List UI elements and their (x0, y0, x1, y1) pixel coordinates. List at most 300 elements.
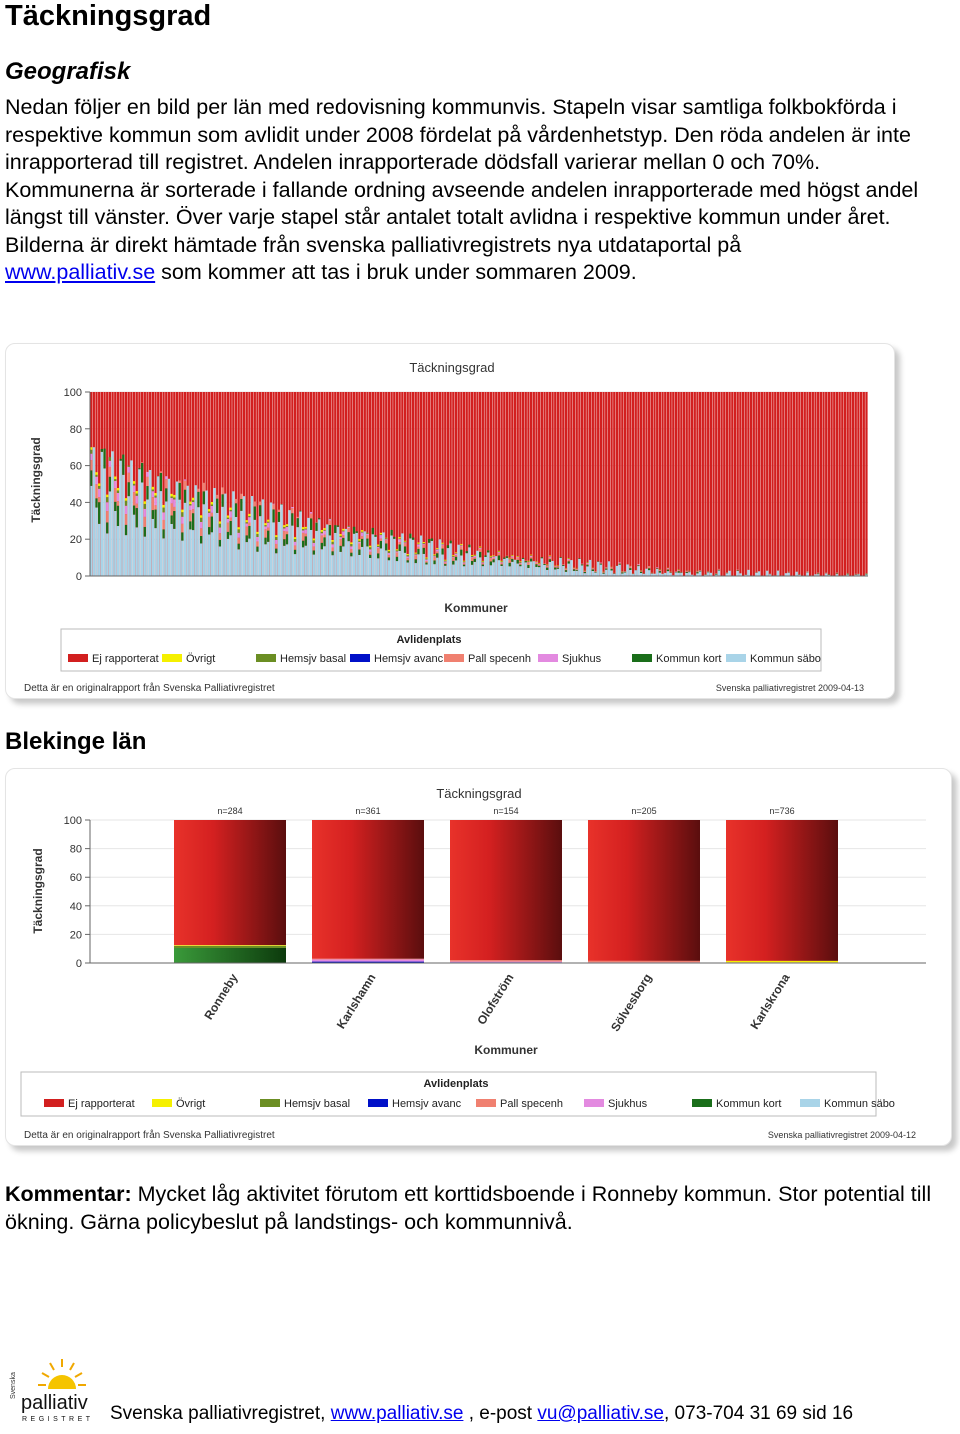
legend-label: Ej rapporterat (92, 653, 159, 665)
palliativ-link[interactable]: www.palliativ.se (5, 260, 156, 284)
bar-segment (184, 503, 186, 576)
y-tick-label: 60 (69, 460, 82, 473)
bar-segment (141, 482, 143, 576)
bar-segment (219, 546, 221, 576)
bar-segment (321, 549, 323, 576)
bar-count-label: n=154 (493, 806, 519, 816)
bar-segment (460, 545, 462, 546)
bar-segment (385, 540, 387, 543)
bar-ej-rapporterat (517, 392, 519, 576)
bar-segment (522, 559, 524, 576)
bar-segment (447, 545, 449, 548)
bar-ej-rapporterat (444, 392, 446, 576)
bar-segment (230, 518, 232, 521)
bar-segment (726, 820, 838, 961)
bar-segment (415, 559, 417, 563)
bar-segment (154, 510, 156, 529)
bar-ej-rapporterat (758, 392, 760, 576)
bar-segment (519, 566, 521, 576)
chart2-ylabel: Täckningsgrad (31, 848, 45, 934)
bar-ej-rapporterat (551, 392, 553, 576)
bar-segment (452, 556, 454, 557)
bar-ej-rapporterat (433, 392, 435, 576)
bar-segment (211, 502, 213, 504)
bar-segment (423, 548, 425, 554)
bar-segment (543, 565, 545, 576)
bar-segment (380, 538, 382, 541)
bar-segment (519, 564, 521, 565)
bar-segment (455, 552, 457, 553)
legend-label: Hemsjv avanc (374, 653, 444, 665)
bar-segment (637, 565, 639, 566)
legend-swatch (44, 1099, 64, 1107)
bar-segment (133, 506, 135, 515)
bar-segment (527, 561, 529, 562)
bar-segment (492, 559, 494, 562)
bar-segment (109, 467, 111, 477)
bar-segment (98, 489, 100, 498)
bar-segment (205, 491, 207, 576)
bar-segment (565, 572, 567, 576)
bar-segment (235, 503, 237, 517)
bar-segment (388, 557, 390, 560)
bar-segment (329, 521, 331, 525)
bar-segment (299, 511, 301, 512)
bar-segment (484, 555, 486, 556)
bar-segment (267, 520, 269, 522)
bar-segment (573, 571, 575, 576)
bar-segment (278, 510, 280, 512)
bar-segment (350, 544, 352, 546)
bar-segment (551, 561, 553, 576)
bar-segment (777, 571, 779, 576)
bar-segment (114, 479, 116, 481)
bar-segment (417, 549, 419, 554)
bar-segment (460, 544, 462, 545)
bar-segment (766, 571, 768, 576)
bar-segment (358, 541, 360, 542)
bar-segment (423, 554, 425, 576)
bar-segment (165, 479, 167, 488)
bar-segment (192, 509, 194, 513)
bar-segment (248, 523, 250, 526)
bar-segment (471, 561, 473, 565)
bar-segment (216, 513, 218, 576)
bar-segment (141, 463, 143, 483)
bar-ej-rapporterat (653, 392, 655, 576)
bar-segment (455, 553, 457, 554)
bar-segment (538, 563, 540, 564)
bar-segment (460, 546, 462, 549)
bar-ej-rapporterat (737, 392, 739, 576)
bar-segment (624, 572, 626, 573)
bar-segment (482, 563, 484, 564)
bar-segment (264, 525, 266, 526)
bar-segment (117, 490, 119, 492)
bar-segment (554, 569, 556, 576)
bar-segment (299, 511, 301, 576)
page-title: Täckningsgrad (5, 0, 212, 32)
bar-segment (417, 554, 419, 576)
bar-segment (179, 481, 181, 483)
bar-ej-rapporterat (629, 392, 631, 576)
bar-segment (517, 556, 519, 557)
bar-segment (444, 566, 446, 576)
bar-segment (221, 507, 223, 576)
bar-segment (396, 549, 398, 550)
bar-segment (259, 502, 261, 506)
bar-segment (152, 489, 154, 491)
bar-segment (482, 562, 484, 563)
bar-segment (374, 535, 376, 537)
bar-ej-rapporterat (506, 392, 508, 576)
bar-ej-rapporterat (602, 392, 604, 576)
bar-segment (452, 558, 454, 561)
bar-segment (339, 536, 341, 537)
bar-ej-rapporterat (852, 392, 854, 576)
bar-segment (321, 532, 323, 533)
bar-segment (436, 558, 438, 576)
bar-segment (179, 483, 181, 500)
bar-segment (348, 528, 350, 532)
bar-segment (157, 476, 159, 576)
bar-segment (230, 521, 232, 535)
bar-ej-rapporterat (836, 392, 838, 576)
bar-segment (321, 535, 323, 542)
bar-segment (101, 452, 103, 576)
bar-segment (460, 550, 462, 556)
bar-segment (339, 537, 341, 539)
bar-count-label: n=205 (631, 806, 657, 816)
bar-segment (549, 556, 551, 557)
bar-segment (452, 555, 454, 556)
bar-segment (597, 562, 599, 576)
bar-segment (581, 564, 583, 565)
bar-segment (331, 551, 333, 555)
bar-segment (573, 568, 575, 569)
bar-segment (425, 564, 427, 576)
bar-segment (586, 565, 588, 567)
bar-segment (546, 568, 548, 570)
bar-segment (267, 528, 269, 531)
bar-ej-rapporterat (627, 392, 629, 576)
bar-segment (246, 527, 248, 536)
bar-segment (648, 567, 650, 568)
bar-segment (699, 570, 701, 571)
bar-segment (519, 563, 521, 564)
bar-segment (423, 543, 425, 544)
bar-segment (246, 535, 248, 542)
bar-segment (584, 572, 586, 573)
bar-segment (455, 560, 457, 576)
footer-web-link[interactable]: www.palliativ.se (330, 1403, 464, 1424)
bar-segment (259, 505, 261, 516)
bar-segment (192, 513, 194, 530)
bar-segment (479, 548, 481, 549)
bar-segment (433, 555, 435, 556)
bar-segment (203, 491, 205, 504)
bar-segment (144, 527, 146, 537)
bar-segment (425, 561, 427, 563)
legend-label: Kommun säbo (750, 653, 821, 665)
palliativregistret-logo (8, 1355, 100, 1423)
bar-segment (527, 565, 529, 568)
bar-segment (294, 539, 296, 542)
bar-segment (313, 550, 315, 554)
bar-segment (718, 570, 720, 571)
bar-segment (568, 560, 570, 561)
legend-swatch (162, 654, 182, 662)
bar-segment (404, 541, 406, 542)
bar-segment (342, 531, 344, 535)
category-label: Karlshamn (333, 971, 379, 1032)
bar-segment (270, 502, 272, 576)
bar-segment (256, 532, 258, 534)
bar-segment (264, 544, 266, 576)
sun-logo-icon (8, 1355, 100, 1423)
bar-segment (600, 563, 602, 564)
bar-segment (361, 533, 363, 537)
bar-segment (243, 496, 245, 576)
bar-segment (535, 562, 537, 563)
bar-segment (688, 572, 690, 573)
bar-segment (444, 561, 446, 562)
bar-segment (474, 556, 476, 557)
bar-segment (128, 473, 130, 482)
y-tick-label: 80 (69, 423, 82, 436)
bar-segment (227, 523, 229, 532)
bar-segment (737, 570, 739, 571)
bar-ej-rapporterat (594, 392, 596, 576)
bar-segment (358, 555, 360, 576)
bar-segment (162, 538, 164, 576)
bar-segment (272, 522, 274, 576)
bar-segment (568, 559, 570, 560)
bar-segment (323, 528, 325, 530)
bar-segment (133, 484, 135, 486)
bar-segment (372, 528, 374, 534)
bar-ej-rapporterat (806, 392, 808, 576)
bar-segment (385, 538, 387, 539)
bar-ej-rapporterat (667, 392, 669, 576)
bar-segment (487, 552, 489, 576)
bar-ej-rapporterat (761, 392, 763, 576)
bar-segment (361, 530, 363, 532)
bar-segment (686, 572, 688, 573)
bar-segment (530, 555, 532, 556)
bar-segment (699, 571, 701, 576)
bar-segment (189, 529, 191, 576)
bar-segment (275, 549, 277, 554)
bar-ej-rapporterat (471, 392, 473, 576)
bar-ej-rapporterat (388, 392, 390, 576)
bar-ej-rapporterat (822, 392, 824, 576)
bar-segment (444, 563, 446, 564)
bar-segment (101, 449, 103, 452)
bar-ej-rapporterat (610, 392, 612, 576)
bar-segment (95, 484, 97, 498)
legend-label: Ej rapporterat (68, 1098, 135, 1110)
bar-segment (275, 537, 277, 540)
legend-swatch (538, 654, 558, 662)
page-footer (110, 1403, 853, 1425)
bar-segment (294, 554, 296, 576)
bar-segment (146, 472, 148, 477)
bar-segment (200, 515, 202, 517)
bar-segment (369, 558, 371, 576)
bar-segment (208, 527, 210, 534)
bar-segment (111, 451, 113, 576)
bar-segment (98, 497, 100, 502)
bar-segment (170, 496, 172, 498)
bar-segment (230, 535, 232, 576)
bar-segment (213, 488, 215, 576)
bar-segment (806, 572, 808, 576)
bar-ej-rapporterat (592, 392, 594, 576)
bar-segment (407, 554, 409, 555)
bar-segment (479, 547, 481, 548)
bar-segment (678, 570, 680, 571)
bar-ej-rapporterat (608, 392, 610, 576)
bar-segment (291, 507, 293, 508)
chart1-ylabel: Täckningsgrad (29, 437, 43, 523)
bar-segment (377, 545, 379, 546)
bar-segment (562, 566, 564, 576)
bar-segment (106, 533, 108, 576)
bar-ej-rapporterat (849, 392, 851, 576)
bar-segment (602, 573, 604, 574)
bar-segment (286, 526, 288, 527)
bar-segment (452, 557, 454, 558)
footer-email-link[interactable]: vu@palliativ.se (537, 1403, 664, 1424)
bar-segment (675, 572, 677, 576)
bar-segment (286, 524, 288, 526)
bar-segment (208, 517, 210, 527)
bar-segment (511, 562, 513, 576)
bar-segment (637, 566, 639, 576)
bar-segment (238, 549, 240, 576)
bar-segment (160, 473, 162, 491)
bar-segment (559, 557, 561, 558)
bar-segment (95, 508, 97, 576)
bar-segment (581, 565, 583, 576)
bar-segment (361, 539, 363, 547)
bar-segment (160, 471, 162, 473)
bar-segment (181, 512, 183, 517)
bar-segment (117, 526, 119, 576)
bar-segment (114, 481, 116, 488)
bar-segment (439, 539, 441, 576)
legend-swatch (692, 1099, 712, 1107)
bar-segment (208, 511, 210, 512)
bar-ej-rapporterat (782, 392, 784, 576)
bar-segment (399, 539, 401, 542)
bar-segment (160, 491, 162, 576)
bar-segment (468, 545, 470, 548)
bar-segment (197, 507, 199, 576)
bar-segment (659, 570, 661, 571)
bar-segment (138, 469, 140, 576)
bar-segment (173, 497, 175, 499)
bar-segment (747, 570, 749, 576)
bar-segment (573, 569, 575, 571)
bar-segment (197, 492, 199, 507)
bar-segment (511, 557, 513, 559)
bar-segment (286, 544, 288, 576)
bar-segment (361, 536, 363, 539)
bar-segment (423, 545, 425, 548)
bar-segment (865, 574, 867, 575)
bar-ej-rapporterat (731, 392, 733, 576)
bar-ej-rapporterat (763, 392, 765, 576)
legend-swatch (368, 1099, 388, 1107)
bar-segment (286, 534, 288, 544)
chart2-title: Täckningsgrad (436, 786, 522, 801)
bar-segment (796, 572, 798, 576)
bar-segment (423, 542, 425, 543)
bar-ej-rapporterat (476, 392, 478, 576)
bar-ej-rapporterat (683, 392, 685, 576)
bar-segment (396, 551, 398, 552)
bar-ej-rapporterat (814, 392, 816, 576)
bar-segment (95, 475, 97, 477)
bar-segment (221, 494, 223, 506)
bar-segment (525, 561, 527, 562)
bar-segment (492, 557, 494, 558)
bar-segment (152, 510, 154, 519)
bar-segment (514, 560, 516, 576)
bar-segment (136, 527, 138, 576)
bar-segment (136, 491, 138, 493)
footer-text-2: , e-post (463, 1403, 538, 1424)
bar-segment (474, 555, 476, 556)
footer-text-1: Svenska palliativregistret, (110, 1403, 331, 1424)
bar-segment (530, 561, 532, 576)
bar-ej-rapporterat (656, 392, 658, 576)
bar-segment (479, 547, 481, 548)
bar-segment (500, 566, 502, 576)
bar-segment (474, 559, 476, 562)
comment-text: Mycket låg aktivitet förutom ett korttidsboende i Ronneby kommun. Stor potential till ökning. Gärna policybeslut på landstings- och kommunnivå. (5, 1182, 932, 1234)
bar-segment (283, 525, 285, 527)
bar-ej-rapporterat (492, 392, 494, 576)
bar-segment (420, 535, 422, 576)
bar-ej-rapporterat (669, 392, 671, 576)
bar-segment (549, 562, 551, 576)
bar-ej-rapporterat (463, 392, 465, 576)
bar-segment (154, 496, 156, 498)
chart2-xlabel: Kommuner (474, 1043, 538, 1057)
bar-ej-rapporterat (857, 392, 859, 576)
bar-segment (594, 573, 596, 576)
bar-segment (436, 548, 438, 549)
bar-segment (227, 539, 229, 576)
bar-segment (200, 536, 202, 543)
bar-segment (162, 529, 164, 538)
bar-segment (678, 571, 680, 573)
bar-segment (415, 555, 417, 556)
bar-segment (455, 554, 457, 556)
bar-segment (103, 468, 105, 576)
bar-segment (248, 526, 250, 539)
bar-segment (321, 530, 323, 532)
bar-segment (659, 573, 661, 576)
bar-segment (350, 549, 352, 552)
bar-segment (380, 533, 382, 534)
bar-segment (170, 498, 172, 503)
bar-segment (428, 543, 430, 576)
bar-segment (98, 502, 100, 524)
